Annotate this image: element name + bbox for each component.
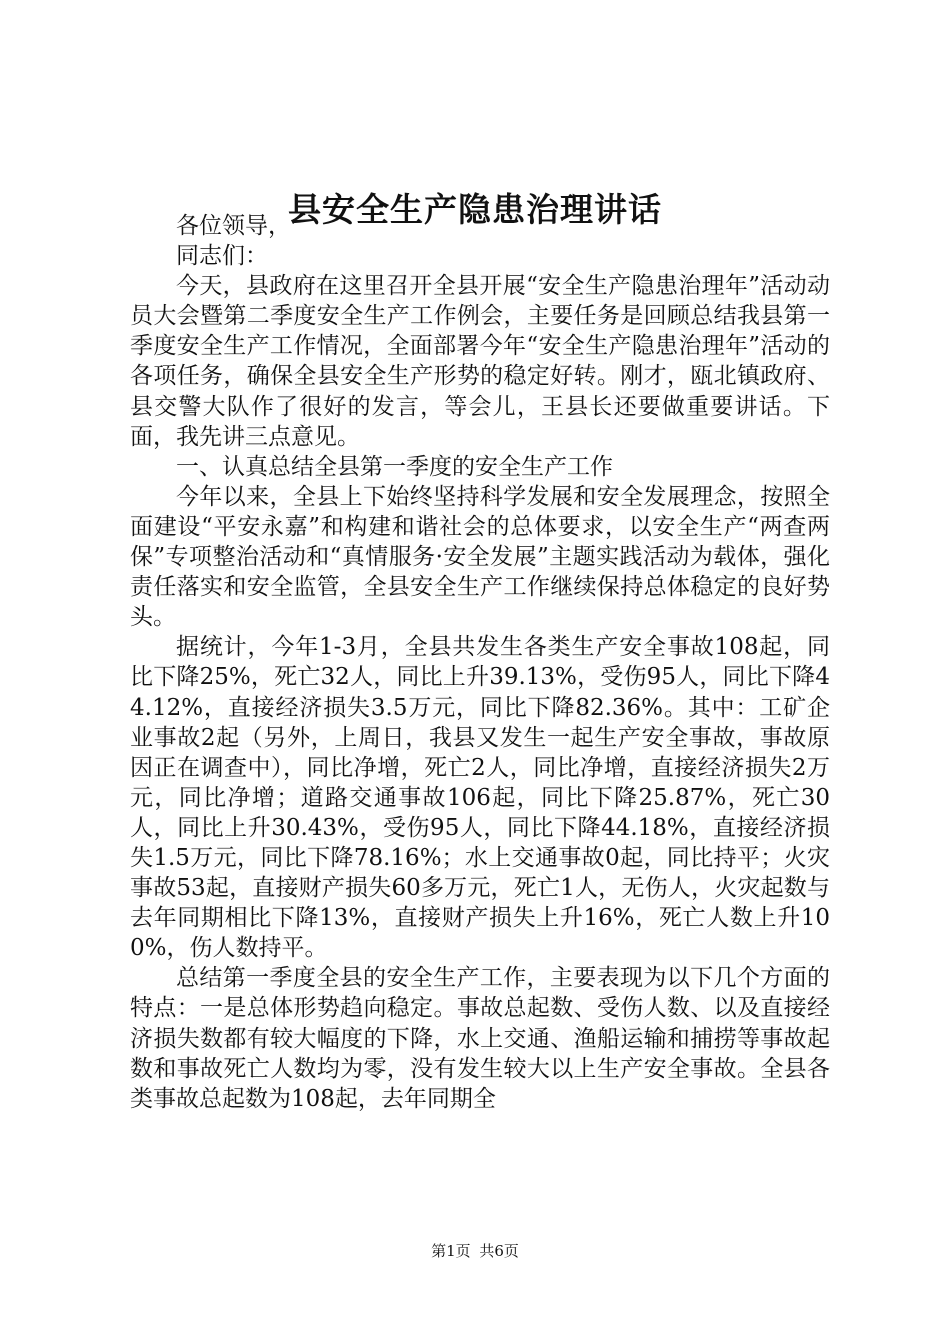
- document-title: 县安全生产隐患治理讲话: [288, 190, 662, 229]
- page-footer: [0, 1240, 950, 1262]
- section-heading-1: 一、认真总结全县第一季度的安全生产工作: [176, 453, 613, 480]
- salutation-comrades: 同志们：: [176, 243, 268, 270]
- paragraph-overview: 今年以来，全县上下始终坚持科学发展和安全发展理念，按照全面建设“平安永嘉”和构建和谐社会的总体要求，以安全生产“两查两保”专项整治活动和“真情服务·安全发展”主题实践活动为载体，强化责任落实和安全监管，全县安全生产工作继续保持总体稳定的良好势头。: [130, 483, 830, 631]
- page-total: 共6页: [479, 1242, 519, 1260]
- salutation-leaders: 各位领导，: [176, 213, 291, 239]
- document-body: [130, 211, 830, 1114]
- page-number: 第1页: [431, 1242, 471, 1260]
- paragraph-statistics: 据统计，今年1-3月，全县共发生各类生产安全事故108起，同比下降25%，死亡32人，同比上升39.13%，受伤95人，同比下降44.12%，直接经济损失3.5万元，同比下降82.36%。其中：工矿企业事故2起（另外，上周日，我县又发生一起生产安全事故，事故原因正在调查中），同比净增，死亡2人，同比净增，直接经济损失2万元，同比净增；道路交通事故106起，同比下降25.87%，死亡30人，同比上升30.43%，受伤95人，同比下降44.18%，直接经济损失1.5万元，同比下降78.16%；水上交通事故0起，同比持平；火灾事故53起，直接财产损失60多万元，死亡1人，无伤人，火灾起数与去年同期相比下降13%，直接财产损失上升16%，死亡人数上升100%，伤人数持平。: [130, 634, 830, 962]
- paragraph-summary: 总结第一季度全县的安全生产工作，主要表现为以下几个方面的特点：一是总体形势趋向稳定。事故总起数、受伤人数、以及直接经济损失数都有较大幅度的下降，水上交通、渔船运输和捕捞等事故起数和事故死亡人数均为零，没有发生较大以上生产安全事故。全县各类事故总起数为108起，去年同期全: [130, 965, 830, 1112]
- paragraph-intro: 今天，县政府在这里召开全县开展“安全生产隐患治理年”活动动员大会暨第二季度安全生产工作例会，主要任务是回顾总结我县第一季度安全生产工作情况，全面部署今年“安全生产隐患治理年”活动的各项任务，确保全县安全生产形势的稳定好转。刚才，瓯北镇政府、县交警大队作了很好的发言，等会儿，王县长还要做重要讲话。下面，我先讲三点意见。: [130, 273, 830, 450]
